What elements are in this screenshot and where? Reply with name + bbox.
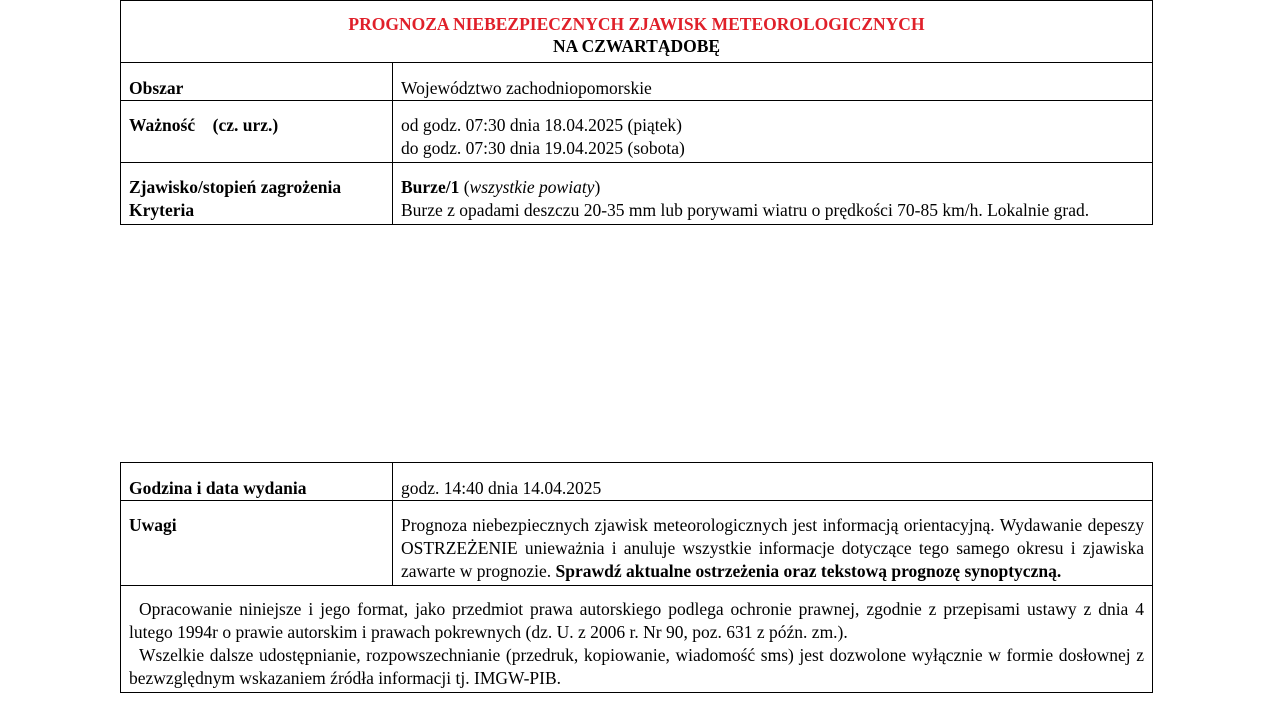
issue-time-value: godz. 14:40 dnia 14.04.2025: [393, 463, 1153, 501]
remarks-label: Uwagi: [121, 501, 393, 586]
criteria-text: Burze z opadami deszczu 20-35 mm lub porywami wiatru o prędkości 70-85 km/h. Lokalnie grad.: [401, 200, 1090, 220]
issue-time-row: [121, 463, 1153, 501]
phenomenon-line: [401, 176, 1144, 199]
phenomenon-scope: wszystkie powiaty: [469, 177, 595, 197]
phenomenon-label-line1: Zjawisko/stopień zagrożenia: [129, 177, 342, 197]
phenomenon-label: [121, 163, 393, 225]
remarks-text: Prognoza niebezpiecznych zjawisk meteorologicznych jest informacją orientacyjną. Wydawanie depeszy OSTRZEŻENIE unieważnia i anuluje wszystkie informacje dotyczące tego samego okresu i zjawiska zawarte w prognozie.: [401, 515, 1144, 581]
document-title: [121, 1, 1153, 63]
phenomenon-level: Burze/1: [401, 177, 460, 197]
issue-table: [120, 462, 1153, 693]
phenomenon-value: [393, 163, 1153, 225]
area-value: Województwo zachodniopomorskie: [393, 63, 1153, 101]
validity-to: do godz. 07:30 dnia 19.04.2025 (sobota): [401, 138, 685, 158]
remarks-value: [393, 501, 1153, 586]
validity-label: Ważność (cz. urz.): [121, 101, 393, 163]
forecast-table: [120, 0, 1153, 225]
scope-close: ): [594, 177, 601, 197]
copyright-paragraph-1: Opracowanie niniejsze i jego format, jako przedmiot prawa autorskiego podlega ochronie prawnej, zgodnie z przepisami ustawy z dnia 4 lutego 1994r o prawie autorskim i prawach pokrewnych (dz. U. z 2006 r. Nr 90, poz. 631 z późn. zm.).: [129, 599, 1144, 642]
remarks-bold-text: Sprawdź aktualne ostrzeżenia oraz tekstową prognozę synoptyczną.: [555, 561, 1062, 581]
scope-open: (: [459, 177, 470, 197]
remarks-row: [121, 501, 1153, 586]
copyright-paragraph-2: Wszelkie dalsze udostępnianie, rozpowszechnianie (przedruk, kopiowanie, wiadomość sms) jest dozwolone wyłącznie w formie dosłownej z bezwzględnym wskazaniem źródła informacji tj. IMGW-PIB.: [129, 645, 1144, 688]
title-line-1: PROGNOZA NIEBEZPIECZNYCH ZJAWISK METEOROLOGICZNYCH: [348, 14, 925, 34]
area-label: Obszar: [121, 63, 393, 101]
issue-time-label: Godzina i data wydania: [121, 463, 393, 501]
copyright-row: [121, 586, 1153, 693]
validity-value: [393, 101, 1153, 163]
area-row: [121, 63, 1153, 101]
validity-row: [121, 101, 1153, 163]
validity-from: od godz. 07:30 dnia 18.04.2025 (piątek): [401, 115, 682, 135]
title-row: [121, 1, 1153, 63]
copyright-notice: [121, 586, 1153, 693]
title-line-2: NA CZWARTĄDOBĘ: [552, 36, 721, 56]
criteria-label: Kryteria: [129, 200, 195, 220]
phenomenon-row: [121, 163, 1153, 225]
